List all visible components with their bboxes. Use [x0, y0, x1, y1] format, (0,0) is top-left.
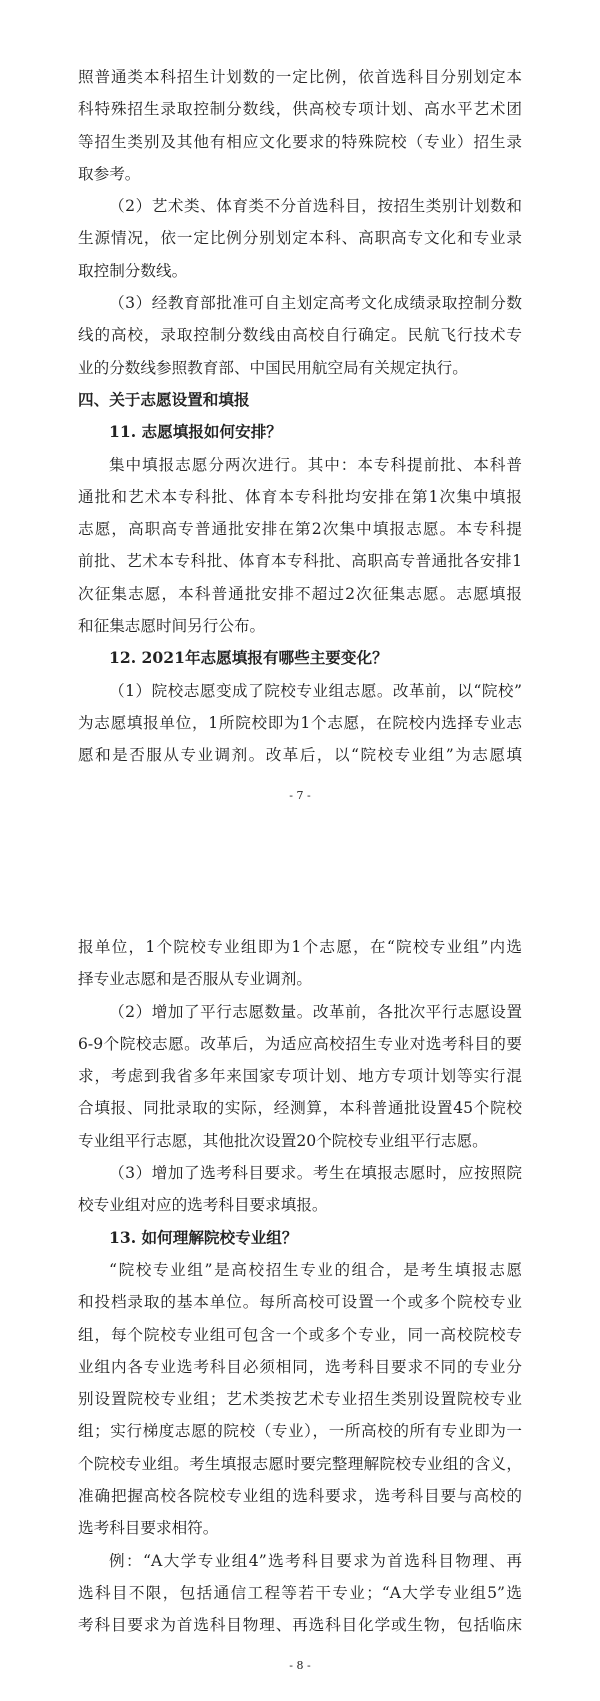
text-line: 取参考。 [78, 164, 141, 183]
text-line: （2）艺术类、体育类不分首选科目，按招生类别计划数和 [109, 197, 522, 216]
text-line: 业的分数线参照教育部、中国民用航空局有关规定执行。 [78, 358, 468, 377]
section-heading: 四、关于志愿设置和填报 [78, 390, 250, 409]
page-number: - 7 - [289, 789, 311, 802]
text-line: 线的高校，录取控制分数线由高校自行确定。民航飞行技术专 [78, 326, 522, 345]
text-line: 通批和艺术本专科批、体育本专科批均安排在第1次集中填报 [78, 487, 522, 506]
text-line: 集中填报志愿分两次进行。其中：本专科提前批、本科普 [109, 455, 522, 474]
text-line: 择专业志愿和是否服从专业调剂。 [78, 970, 312, 989]
text-line: （2）增加了平行志愿数量。改革前，各批次平行志愿设置 [109, 1002, 522, 1021]
paragraph [78, 1545, 522, 1642]
text-line: （1）院校志愿变成了院校专业组志愿。改革前，以“院校” [109, 681, 522, 700]
text-line: 业组内各专业选考科目必须相同，选考科目要求不同的专业分 [78, 1357, 522, 1376]
text-line: 和征集志愿时间另行公布。 [78, 617, 266, 636]
text-line: 6-9个院校志愿。改革后，为适应高校招生专业对选考科目的要 [78, 1034, 522, 1053]
text-line: 为志愿填报单位，1所院校即为1个志愿，在院校内选择专业志 [78, 713, 522, 732]
text-line: 生源情况，依一定比例分别划定本科、高职高专文化和专业录 [78, 229, 522, 248]
text-line: 组，每个院校专业组可包含一个或多个专业，同一高校院校专 [78, 1325, 522, 1344]
text-line: 考科目要求为首选科目物理、再选科目化学或生物，包括临床 [78, 1616, 522, 1635]
document-page [0, 870, 600, 1701]
text-line: 取控制分数线。 [78, 261, 188, 280]
text-line: 志愿，高职高专普通批安排在第2次集中填报志愿。本专科提 [78, 520, 522, 539]
text-line: （3）经教育部批准可自主划定高考文化成绩录取控制分数 [109, 294, 522, 313]
paragraph [78, 61, 522, 190]
text-line: 合填报、同批录取的实际，经测算，本科普通批设置45个院校 [78, 1099, 522, 1118]
paragraph [78, 931, 522, 996]
text-line: 求，考虑到我省多年来国家专项计划、地方专项计划等实行混 [78, 1067, 522, 1086]
paragraph [78, 996, 522, 1157]
page-number: - 8 - [289, 1659, 311, 1672]
text-line: 次征集志愿，本科普通批安排不超过2次征集志愿。志愿填报 [78, 584, 522, 603]
paragraph [78, 675, 522, 772]
text-line: 前批、艺术本专科批、体育本专科批、高职高专普通批各安排1 [78, 552, 522, 571]
paragraph [78, 190, 522, 287]
text-line: 选考科目要求相符。 [78, 1519, 219, 1538]
question-heading: 11. 志愿填报如何安排？ [109, 422, 282, 442]
document-page [0, 0, 600, 831]
text-line: （3）增加了选考科目要求。考生在填报志愿时，应按照院 [109, 1164, 522, 1183]
text-line: “院校专业组”是高校招生专业的组合，是考生填报志愿 [109, 1260, 522, 1279]
text-line: 别设置院校专业组；艺术类按艺术专业招生类别设置院校专业 [78, 1390, 522, 1409]
paragraph [78, 449, 522, 643]
paragraph [78, 1254, 522, 1545]
text-line: 科特殊招生录取控制分数线，供高校专项计划、高水平艺术团 [78, 100, 522, 119]
question-heading: 12. 2021年志愿填报有哪些主要变化？ [109, 648, 388, 668]
text-line: 照普通类本科招生计划数的一定比例，依首选科目分别划定本 [78, 68, 522, 86]
text-line: 准确把握高校各院校专业组的选科要求，选考科目要与高校的 [78, 1487, 522, 1506]
page-body [78, 61, 522, 772]
page-body [78, 931, 522, 1642]
text-line: 校专业组对应的选考科目要求填报。 [78, 1196, 328, 1215]
text-line: 报单位，1个院校专业组即为1个志愿，在“院校专业组”内选 [78, 938, 522, 956]
text-line: 和投档录取的基本单位。每所高校可设置一个或多个院校专业 [78, 1293, 522, 1312]
paragraph [78, 1157, 522, 1222]
paragraph [78, 287, 522, 384]
text-line: 专业组平行志愿，其他批次设置20个院校专业组平行志愿。 [78, 1131, 488, 1150]
text-line: 愿和是否服从专业调剂。改革后，以“院校专业组”为志愿填 [78, 746, 522, 765]
text-line: 个院校专业组。考生填报志愿时要完整理解院校专业组的含义， [78, 1454, 522, 1473]
text-line: 等招生类别及其他有相应文化要求的特殊院校（专业）招生录 [78, 132, 522, 151]
question-heading: 13. 如何理解院校专业组？ [109, 1227, 298, 1247]
text-line: 例：“A大学专业组4”选考科目要求为首选科目物理、再 [109, 1551, 522, 1570]
text-line: 选科目不限，包括通信工程等若干专业；“A大学专业组5”选 [78, 1583, 522, 1602]
text-line: 组；实行梯度志愿的院校（专业），一所高校的所有专业即为一 [78, 1422, 522, 1441]
